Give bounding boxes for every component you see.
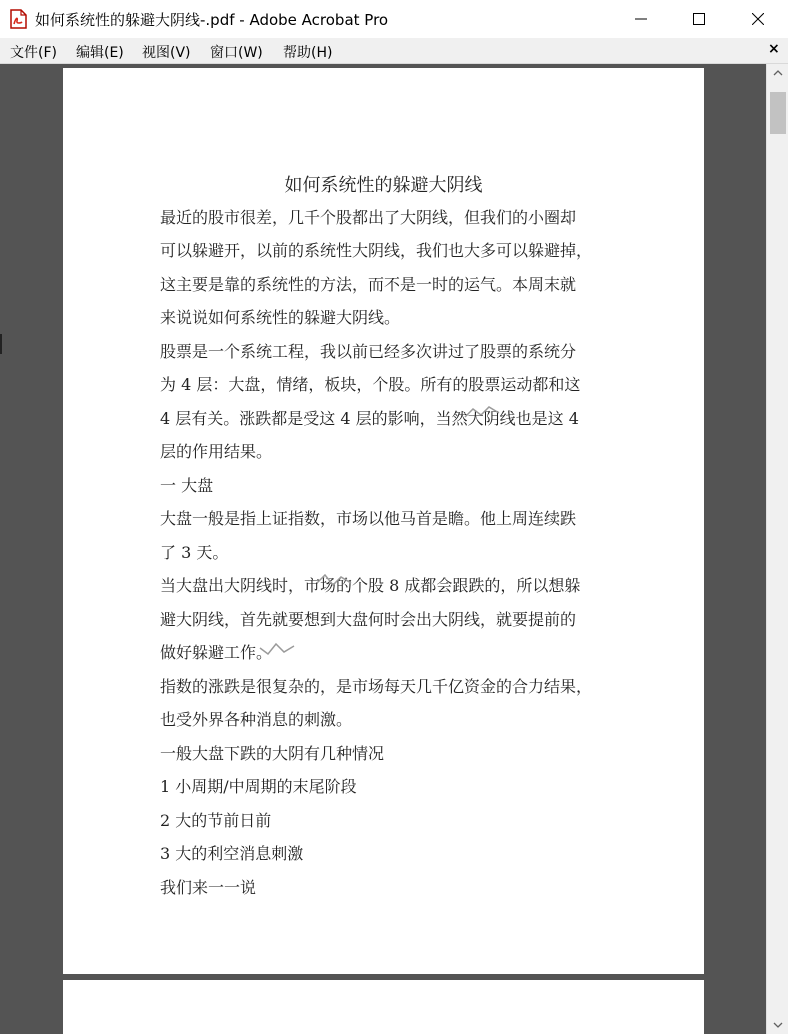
document-line: 最近的股市很差，几千个股都出了大阴线，但我们的小圈却 — [160, 208, 577, 227]
document-line: 来说说如何系统性的躲避大阴线。 — [160, 308, 401, 327]
menu-window[interactable]: 窗口(W) — [210, 45, 263, 61]
watermark-smudge — [315, 571, 355, 591]
pdf-page-next — [63, 980, 704, 1034]
menu-view[interactable]: 视图(V) — [142, 45, 191, 61]
menu-bar — [0, 38, 788, 64]
close-icon — [752, 13, 764, 25]
document-line: 指数的涨跌是很复杂的，是市场每天几千亿资金的合力结果， — [160, 677, 593, 696]
document-line: 股票是一个系统工程，我以前已经多次讲过了股票的系统分 — [160, 342, 577, 361]
document-line: 可以躲避开，以前的系统性大阴线，我们也大多可以躲避掉， — [160, 241, 593, 260]
document-line: 层的作用结果。 — [160, 442, 273, 461]
close-document-button[interactable]: × — [768, 41, 780, 57]
title-bar — [0, 0, 788, 39]
menu-edit[interactable]: 编辑(E) — [76, 45, 124, 61]
document-line: 一般大盘下跌的大阴有几种情况 — [160, 744, 385, 763]
scroll-down-button[interactable] — [767, 1016, 788, 1034]
close-button[interactable] — [729, 0, 787, 38]
menu-file[interactable]: 文件(F) — [10, 45, 57, 61]
document-line: 也受外界各种消息的刺激。 — [160, 710, 353, 729]
list-item: 2 大的节前日前 — [160, 811, 272, 830]
watermark-smudge — [463, 403, 503, 423]
document-line: 这主要是靠的系统性的方法，而不是一时的运气。本周末就 — [160, 275, 577, 294]
document-line: 当大盘出大阴线时，市场的个股 8 成都会跟跌的，所以想躲 — [160, 576, 581, 595]
document-line: 我们来一一说 — [160, 878, 257, 897]
minimize-icon — [635, 13, 647, 25]
chevron-down-icon — [773, 1022, 783, 1028]
document-line: 做好躲避工作。 — [160, 643, 273, 662]
section-heading: 一 大盘 — [160, 476, 214, 495]
document-line: 避大阴线，首先就要想到大盘何时会出大阴线，就要提前的 — [160, 610, 577, 629]
document-line: 4 层有关。涨跌都是受这 4 层的影响，当然大阴线也是这 4 — [160, 409, 579, 428]
document-title: 如何系统性的躲避大阴线 — [284, 175, 483, 196]
document-workspace[interactable] — [0, 64, 766, 1034]
scroll-thumb[interactable] — [770, 92, 786, 134]
edge-marker — [0, 334, 2, 354]
document-line: 了 3 天。 — [160, 543, 229, 562]
document-line: 为 4 层：大盘，情绪，板块，个股。所有的股票运动都和这 — [160, 375, 581, 394]
pdf-page — [63, 68, 704, 974]
minimize-button[interactable] — [612, 0, 670, 38]
scroll-up-button[interactable] — [767, 64, 788, 82]
list-item: 3 大的利空消息刺激 — [160, 844, 304, 863]
document-line: 大盘一般是指上证指数，市场以他马首是瞻。他上周连续跌 — [160, 509, 577, 528]
maximize-button[interactable] — [670, 0, 728, 38]
pdf-icon — [9, 9, 27, 29]
vertical-scrollbar[interactable] — [766, 64, 788, 1034]
maximize-icon — [693, 13, 705, 25]
window-title: 如何系统性的躲避大阴线-.pdf - Adobe Acrobat Pro — [35, 11, 389, 29]
menu-help[interactable]: 帮助(H) — [283, 45, 333, 61]
chevron-up-icon — [773, 70, 783, 76]
list-item: 1 小周期/中周期的末尾阶段 — [160, 777, 357, 796]
watermark-smudge — [258, 638, 298, 658]
